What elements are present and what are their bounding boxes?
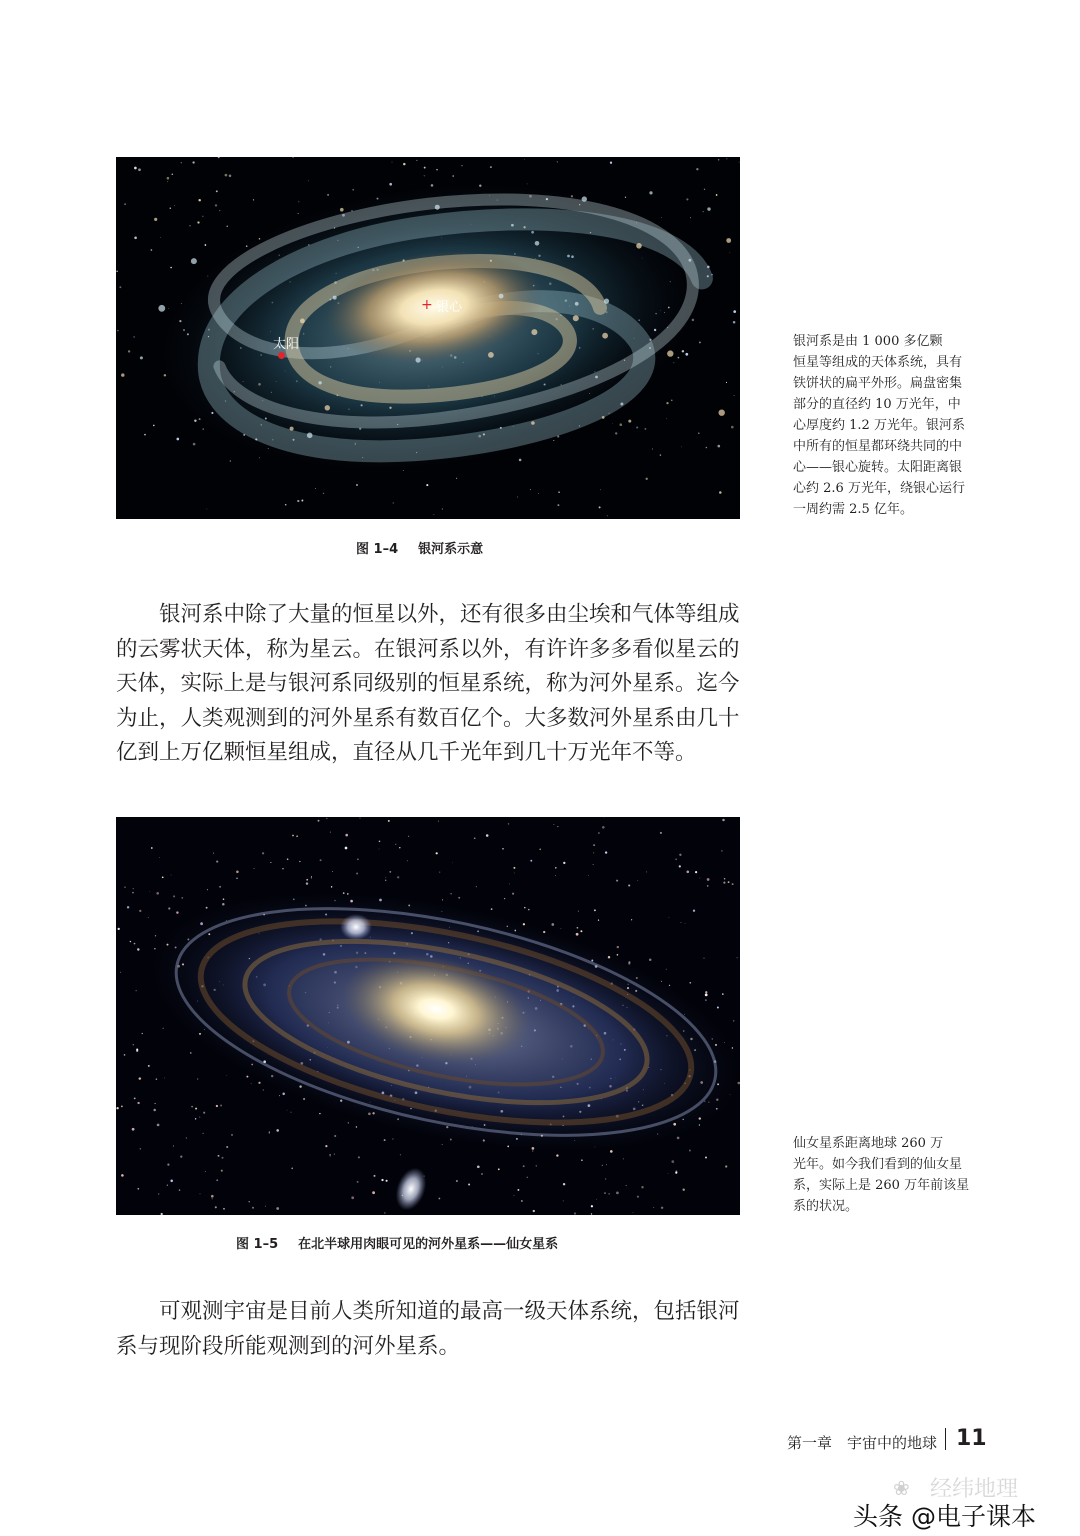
side-note-line: 一周约需 2.5 亿年。 xyxy=(793,502,913,517)
side-note-line: 中所有的恒星都环绕共同的中 xyxy=(793,439,963,454)
figure-1-4-title: 银河系示意 xyxy=(418,542,484,557)
andromeda-figure xyxy=(116,817,740,1215)
side-note-line: 心厚度约 1.2 万光年。银河系 xyxy=(793,418,965,433)
side-note-line: 光年。如今我们看到的仙女星 xyxy=(793,1157,963,1172)
side-note-line: 恒星等组成的天体系统，具有 xyxy=(793,355,963,370)
milky-way-figure xyxy=(116,157,740,519)
paragraph-line: 亿到上万亿颗恒星组成，直径从几千光年到几十万光年不等。 xyxy=(116,740,697,765)
paragraph-line: 为止，人类观测到的河外星系有数百亿个。大多数河外星系由几十 xyxy=(116,705,740,731)
figure-1-5-side-note xyxy=(793,1133,993,1217)
figure-1-5-title: 在北半球用肉眼可见的河外星系——仙女星系 xyxy=(298,1237,559,1252)
side-note-line: 心——银心旋转。太阳距离银 xyxy=(793,460,963,475)
paragraph-2 xyxy=(116,1295,746,1364)
paragraph-line: 银河系中除了大量的恒星以外，还有很多由尘埃和气体等组成 xyxy=(159,602,740,627)
milky-way-image xyxy=(116,157,740,519)
footer-divider xyxy=(945,1428,946,1450)
paragraph-line: 可观测宇宙是目前人类所知道的最高一级天体系统，包括银河 xyxy=(159,1299,740,1324)
wechat-icon: ❀ xyxy=(893,1476,910,1500)
paragraph-line: 系与现阶段所能观测到的河外星系。 xyxy=(116,1333,461,1359)
paragraph-line: 天体，实际上是与银河系同级别的恒星系统，称为河外星系。迄今 xyxy=(116,671,740,696)
andromeda-image xyxy=(116,817,740,1215)
side-note-line: 心约 2.6 万光年，绕银心运行 xyxy=(793,481,965,496)
side-note-line: 仙女星系距离地球 260 万 xyxy=(793,1136,944,1151)
side-note-line: 银河系是由 1 000 多亿颗 xyxy=(793,334,943,349)
figure-1-4-caption xyxy=(356,538,483,557)
watermark-faint: 经纬地理 xyxy=(930,1477,1019,1502)
side-note-line: 系的状况。 xyxy=(793,1199,859,1214)
sun-marker xyxy=(278,352,285,359)
paragraph-line: 的云雾状天体，称为星云。在银河系以外，有许许多多看似星云的 xyxy=(116,636,740,662)
side-note-line: 系，实际上是 260 万年前该星 xyxy=(793,1178,970,1193)
paragraph-1 xyxy=(116,598,746,771)
figure-1-5-caption xyxy=(236,1233,558,1252)
sun-label: 太阳 xyxy=(273,337,300,352)
side-note-line: 铁饼状的扁平外形。扁盘密集 xyxy=(793,376,963,391)
galactic-center-marker: + xyxy=(421,297,433,313)
page-number: 11 xyxy=(956,1426,987,1451)
figure-1-5-number: 图 1–5 xyxy=(236,1237,279,1252)
watermark: 头条 @电子课本 xyxy=(853,1502,1036,1531)
galactic-center-label: 银心 xyxy=(436,300,463,315)
figure-1-4-number: 图 1–4 xyxy=(356,542,399,557)
side-note-line: 部分的直径约 10 万光年，中 xyxy=(793,397,961,412)
chapter-footer: 第一章 宇宙中的地球 xyxy=(787,1434,938,1452)
figure-1-4-side-note xyxy=(793,331,993,520)
